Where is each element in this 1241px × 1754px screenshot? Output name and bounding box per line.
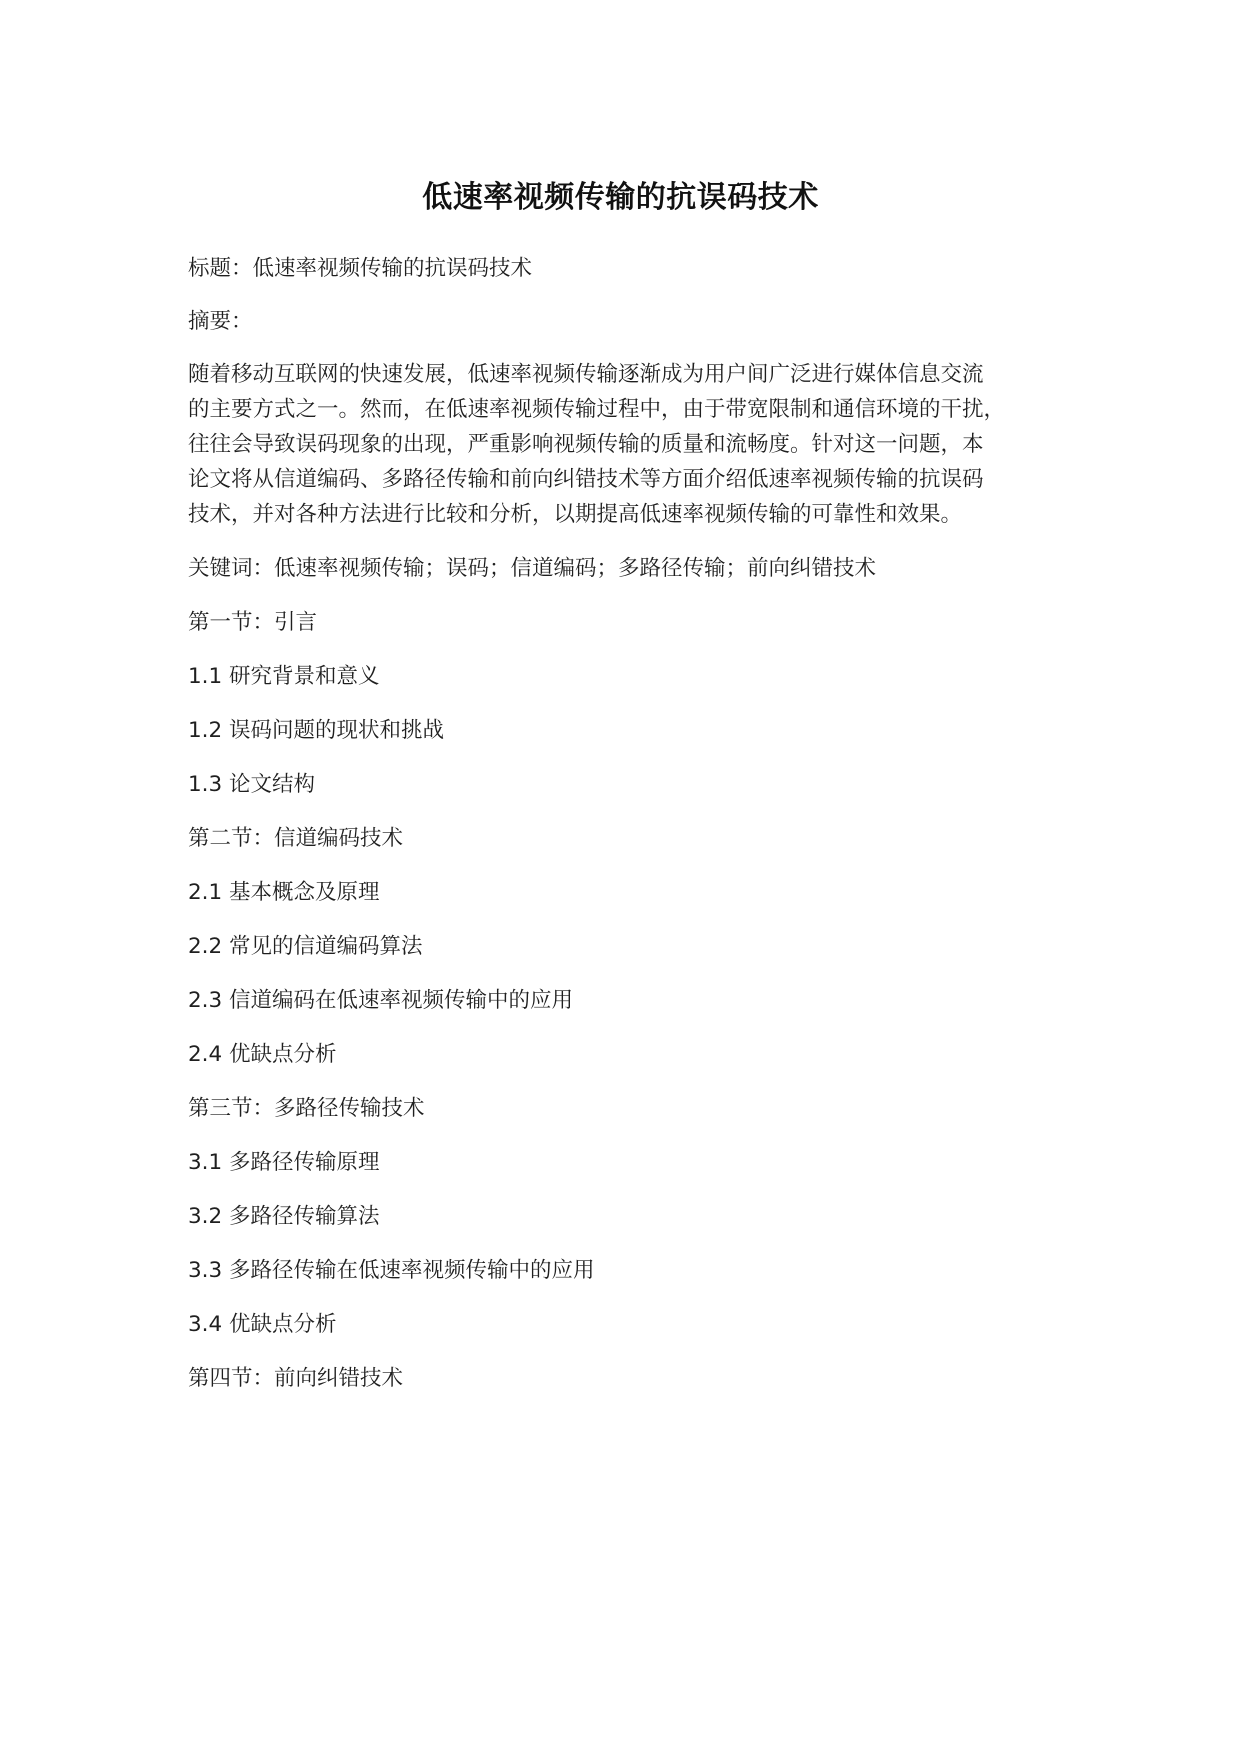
- section-heading: 第一节：引言: [188, 610, 318, 635]
- abstract-line: 技术，并对各种方法进行比较和分析，以期提高低速率视频传输的可靠性和效果。: [188, 502, 963, 527]
- abstract-line: 论文将从信道编码、多路径传输和前向纠错技术等方面介绍低速率视频传输的抗误码: [188, 467, 984, 492]
- subsection-item: 2.1 基本概念及原理: [188, 880, 380, 905]
- subsection-item: 3.3 多路径传输在低速率视频传输中的应用: [188, 1258, 595, 1283]
- abstract-line: 随着移动互联网的快速发展，低速率视频传输逐渐成为用户间广泛进行媒体信息交流: [188, 362, 984, 387]
- subsection-item: 1.2 误码问题的现状和挑战: [188, 718, 445, 743]
- subsection-item: 3.4 优缺点分析: [188, 1312, 337, 1337]
- subsection-item: 3.2 多路径传输算法: [188, 1204, 380, 1229]
- title-line: 标题：低速率视频传输的抗误码技术: [188, 256, 533, 281]
- subsection-item: 2.3 信道编码在低速率视频传输中的应用: [188, 988, 574, 1013]
- keywords-line: 关键词：低速率视频传输；误码；信道编码；多路径传输；前向纠错技术: [188, 556, 877, 581]
- abstract-line: 往往会导致误码现象的出现，严重影响视频传输的质量和流畅度。针对这一问题，本: [188, 432, 984, 457]
- section-heading: 第四节：前向纠错技术: [188, 1366, 404, 1391]
- abstract-heading: 摘要：: [188, 309, 253, 334]
- document-title: 低速率视频传输的抗误码技术: [422, 180, 819, 215]
- subsection-item: 2.4 优缺点分析: [188, 1042, 337, 1067]
- abstract-line: 的主要方式之一。然而，在低速率视频传输过程中，由于带宽限制和通信环境的干扰，: [188, 397, 1006, 422]
- subsection-item: 2.2 常见的信道编码算法: [188, 934, 423, 959]
- section-heading: 第二节：信道编码技术: [188, 826, 404, 851]
- subsection-item: 3.1 多路径传输原理: [188, 1150, 380, 1175]
- subsection-item: 1.1 研究背景和意义: [188, 664, 380, 689]
- section-heading: 第三节：多路径传输技术: [188, 1096, 425, 1121]
- subsection-item: 1.3 论文结构: [188, 772, 316, 797]
